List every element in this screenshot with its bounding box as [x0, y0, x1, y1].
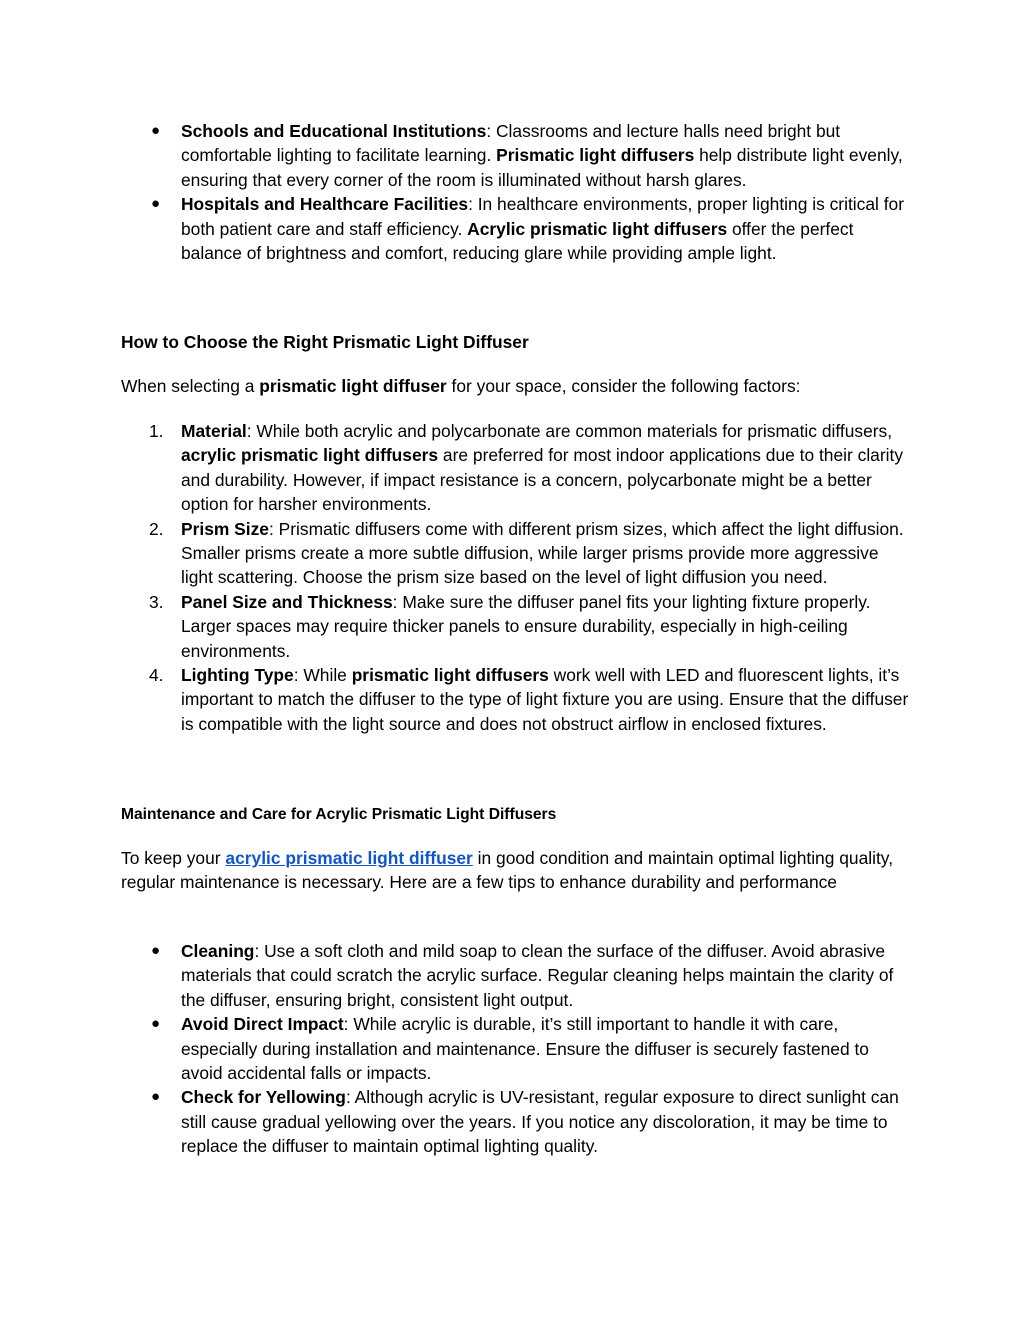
list-item — [121, 119, 911, 192]
list-item-text: : Make sure the diffuser panel fits your lighting fixture properly. Larger spaces may require thicker panels to ensure durability, especially in high-ceiling environments. — [181, 591, 871, 661]
list-item — [121, 192, 911, 265]
list-item-term: Material — [181, 421, 247, 441]
list-item-text: : While acrylic is durable, it’s still important to handle it with care, especially during installation and maintenance. Ensure the diffuser is securely fastened to avoid accidental falls or impacts. — [181, 1014, 869, 1084]
list-item-emphasis: acrylic prismatic light diffusers — [181, 445, 439, 466]
list-item-term: Cleaning — [181, 941, 255, 961]
section-heading-maintenance: Maintenance and Care for Acrylic Prismatic Light Diffusers — [121, 806, 557, 823]
list-item-text: work well with LED and fluorescent lights, it’s important to match the diffuser to the type of light fixture you are using. Ensure that the diffuser is compatible with the light source and does not obstruct airflow in enclosed fixtures. — [181, 665, 909, 734]
list-item — [121, 590, 911, 663]
list-item-text: : While both acrylic and polycarbonate are common materials for prismatic diffusers, — [246, 421, 893, 441]
list-item-emphasis: Acrylic prismatic light diffusers — [467, 218, 728, 239]
choose-intro-paragraph — [121, 374, 911, 398]
list-number: 1. — [149, 421, 164, 441]
list-item-term: Avoid Direct Impact — [181, 1014, 344, 1035]
list-item — [121, 1012, 911, 1085]
maintenance-tips-list — [121, 939, 911, 1159]
paragraph-text: for your space, consider the following factors: — [446, 376, 801, 396]
list-item-term: Panel Size and Thickness — [181, 591, 393, 612]
applications-list — [121, 119, 911, 265]
list-item-text: : Use a soft cloth and mild soap to clean the surface of the diffuser. Avoid abrasive materials that could scratch the acrylic surface. Regular cleaning helps maintain the clarity of the diffuser, ensuring bright, consistent light output. — [181, 941, 894, 1010]
list-item-text: : Classrooms and lecture halls need bright but comfortable lighting to facilitate learning. — [181, 121, 841, 166]
list-item — [121, 663, 911, 736]
list-number: 4. — [149, 665, 164, 686]
list-item-term: Hospitals and Healthcare Facilities — [181, 194, 469, 215]
list-item-term: Check for Yellowing — [181, 1087, 346, 1108]
list-item-text: : In healthcare environments, proper lighting is critical for both patient care and staff efficiency. — [181, 194, 905, 239]
bullet-icon: ● — [151, 1088, 161, 1106]
list-item-text: offer the perfect balance of brightness and comfort, reducing glare while providing ample light. — [181, 218, 854, 264]
list-item — [121, 419, 911, 517]
section-heading-choose: How to Choose the Right Prismatic Light Diffuser — [121, 332, 529, 352]
paragraph-text: in good condition and maintain optimal lighting quality, regular maintenance is necessary. Here are a few tips to enhance durability and performance — [121, 848, 894, 893]
acrylic-diffuser-link[interactable]: acrylic prismatic light diffuser — [225, 848, 473, 868]
paragraph-emphasis: prismatic light diffuser — [259, 376, 447, 396]
bullet-icon: ● — [151, 122, 161, 139]
bullet-icon: ● — [151, 195, 161, 213]
list-item-term: Lighting Type — [181, 665, 294, 686]
factors-list — [121, 419, 911, 736]
list-item — [121, 1085, 911, 1158]
paragraph-text: To keep your — [121, 848, 226, 868]
list-number: 2. — [149, 518, 164, 539]
list-item-text: : Although acrylic is UV-resistant, regular exposure to direct sunlight can still cause gradual yellowing over the years. If you notice any discoloration, it may be time to replace the diffuser to maintain optimal lighting quality. — [181, 1087, 899, 1157]
bullet-icon: ● — [151, 1015, 161, 1033]
list-item-term: Schools and Educational Institutions — [181, 121, 487, 141]
list-item — [121, 939, 911, 1012]
list-item-text: : Prismatic diffusers come with different prism sizes, which affect the light diffusion. Smaller prisms create a more subtle diffusion, while larger prisms provide more aggressive light scattering. Choose the prism size based on the level of light diffusion you need. — [181, 518, 904, 588]
paragraph-text: When selecting a — [121, 376, 260, 396]
list-item-text: : While — [293, 665, 352, 686]
list-number: 3. — [149, 591, 164, 612]
bullet-icon: ● — [151, 942, 161, 959]
list-item-term: Prism Size — [181, 518, 269, 539]
list-item-text: are preferred for most indoor applications due to their clarity and durability. However, if impact resistance is a concern, polycarbonate might be a better option for harsher environments. — [181, 445, 904, 515]
maintenance-intro-paragraph — [121, 846, 911, 895]
list-item — [121, 517, 911, 590]
list-item-emphasis: Prismatic light diffusers — [496, 145, 695, 166]
list-item-text: help distribute light evenly, ensuring that every corner of the room is illuminated without harsh glares. — [181, 145, 903, 190]
list-item-emphasis: prismatic light diffusers — [351, 665, 549, 686]
